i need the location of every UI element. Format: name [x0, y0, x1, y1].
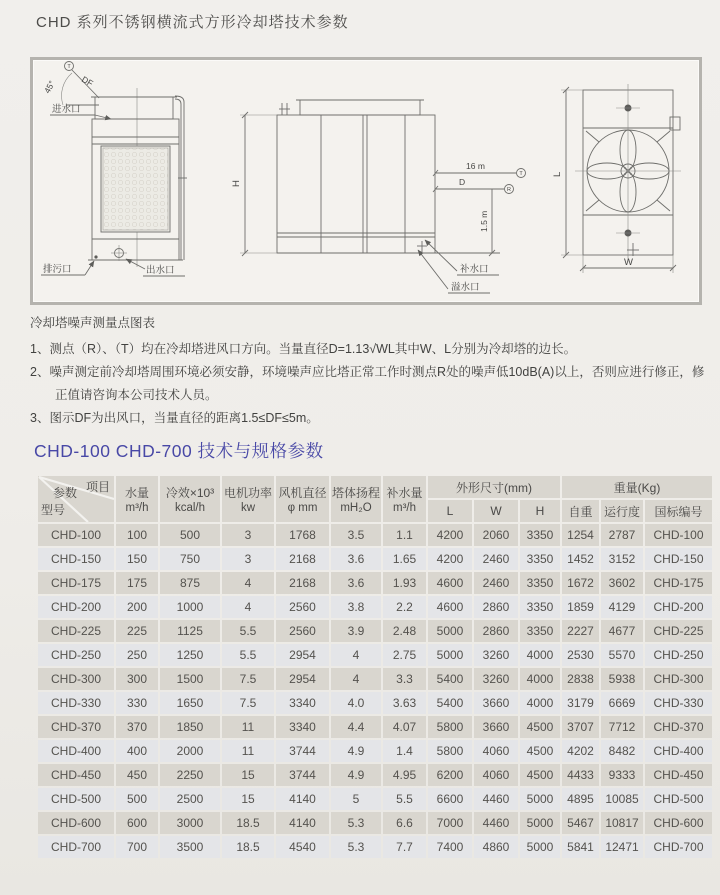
value-cell: 2860 [474, 620, 518, 642]
table-row [38, 548, 712, 570]
w-dim-label: W [624, 257, 633, 268]
value-cell: 1.65 [383, 548, 426, 570]
value-cell: 4.07 [383, 716, 426, 738]
subcol-operating-weight: 运行度 [601, 500, 643, 522]
value-cell: 4.9 [331, 740, 381, 762]
corner-header [38, 476, 114, 522]
value-cell: 500 [160, 524, 220, 546]
model-cell: CHD-330 [38, 692, 114, 714]
value-cell: 4895 [562, 788, 599, 810]
value-cell: 4.95 [383, 764, 426, 786]
value-cell: 3660 [474, 716, 518, 738]
table-row [38, 572, 712, 594]
plan-view [552, 84, 681, 273]
value-cell: 3179 [562, 692, 599, 714]
value-cell: 5938 [601, 668, 643, 690]
value-cell: 3350 [520, 548, 560, 570]
note-item-1: 1、测点（R）、（T）均在冷却塔进风口方向。当量直径D=1.13√WL其中W、L分别为冷却塔的边长。 [30, 341, 577, 356]
value-cell: 3.9 [331, 620, 381, 642]
value-cell: 3260 [474, 668, 518, 690]
value-cell: 2168 [276, 548, 329, 570]
corner-model-label: 型号 [41, 503, 66, 517]
model-cell: CHD-400 [38, 740, 114, 762]
value-cell: 4540 [276, 836, 329, 858]
value-cell: 4460 [474, 812, 518, 834]
value-cell: 5800 [428, 740, 472, 762]
value-cell: 5570 [601, 644, 643, 666]
front-view [41, 62, 187, 277]
value-cell: 3.3 [383, 668, 426, 690]
value-cell: 2954 [276, 668, 329, 690]
value-cell: 11 [222, 740, 274, 762]
outlet-label: 出水口 [146, 265, 175, 276]
gb-code-cell: CHD-100 [645, 524, 712, 546]
value-cell: 18.5 [222, 836, 274, 858]
value-cell: 7.7 [383, 836, 426, 858]
value-cell: 11 [222, 716, 274, 738]
value-cell: 1850 [160, 716, 220, 738]
value-cell: 250 [116, 644, 158, 666]
model-cell: CHD-150 [38, 548, 114, 570]
value-cell: 4200 [428, 548, 472, 570]
value-cell: 4000 [520, 644, 560, 666]
page-title: CHD 系列不锈钢横流式方形冷却塔技术参数 [36, 14, 349, 31]
value-cell: 3340 [276, 716, 329, 738]
value-cell: 3.6 [331, 572, 381, 594]
value-cell: 3350 [520, 620, 560, 642]
diagram-panel [30, 57, 702, 305]
col-unit: kw [240, 502, 256, 514]
value-cell: 5 [331, 788, 381, 810]
value-cell: 300 [116, 668, 158, 690]
value-cell: 7.5 [222, 692, 274, 714]
subcol-net-weight: 自重 [562, 500, 599, 522]
value-cell: 4677 [601, 620, 643, 642]
value-cell: 3660 [474, 692, 518, 714]
side-view [231, 100, 526, 293]
value-cell: 2250 [160, 764, 220, 786]
value-cell: 3000 [160, 812, 220, 834]
model-cell: CHD-600 [38, 812, 114, 834]
model-cell: CHD-700 [38, 836, 114, 858]
value-cell: 10085 [601, 788, 643, 810]
col-group-weight: 重量(Kg) [562, 476, 712, 498]
table-row [38, 596, 712, 618]
value-cell: 3500 [160, 836, 220, 858]
col-unit: mH₂O [340, 502, 372, 514]
spec-table [36, 474, 714, 860]
value-cell: 5800 [428, 716, 472, 738]
model-cell: CHD-175 [38, 572, 114, 594]
overflow-label: 溢水口 [451, 282, 480, 293]
gb-code-cell: CHD-450 [645, 764, 712, 786]
value-cell: 1.93 [383, 572, 426, 594]
model-cell: CHD-100 [38, 524, 114, 546]
value-cell: 18.5 [222, 812, 274, 834]
value-cell: 1500 [160, 668, 220, 690]
spec-table-body [38, 524, 712, 858]
value-cell: 2060 [474, 524, 518, 546]
col-unit: φ mm [287, 502, 318, 514]
value-cell: 750 [160, 548, 220, 570]
inlet-label: 进水口 [52, 104, 81, 115]
df-label: DF [80, 74, 95, 89]
value-cell: 2560 [276, 596, 329, 618]
value-cell: 3 [222, 524, 274, 546]
value-cell: 3152 [601, 548, 643, 570]
gb-code-cell: CHD-250 [645, 644, 712, 666]
table-row [38, 668, 712, 690]
value-cell: 2460 [474, 548, 518, 570]
value-cell: 3.63 [383, 692, 426, 714]
table-row [38, 644, 712, 666]
d-dim-label: D [459, 177, 466, 187]
value-cell: 4200 [428, 524, 472, 546]
value-cell: 12471 [601, 836, 643, 858]
table-row [38, 716, 712, 738]
value-cell: 4.0 [331, 692, 381, 714]
value-cell: 2530 [562, 644, 599, 666]
value-cell: 3260 [474, 644, 518, 666]
value-cell: 5.3 [331, 812, 381, 834]
gb-code-cell: CHD-225 [645, 620, 712, 642]
value-cell: 4.9 [331, 764, 381, 786]
value-cell: 4460 [474, 788, 518, 810]
value-cell: 4 [331, 644, 381, 666]
value-cell: 1.1 [383, 524, 426, 546]
value-cell: 3744 [276, 764, 329, 786]
value-cell: 7400 [428, 836, 472, 858]
model-cell: CHD-225 [38, 620, 114, 642]
value-cell: 2860 [474, 596, 518, 618]
spec-table-header [38, 476, 712, 522]
value-cell: 2787 [601, 524, 643, 546]
drain-label: 排污口 [43, 264, 72, 275]
col-header-water-flow [116, 476, 158, 522]
value-cell: 4129 [601, 596, 643, 618]
value-cell: 8482 [601, 740, 643, 762]
value-cell: 2.2 [383, 596, 426, 618]
value-cell: 4860 [474, 836, 518, 858]
table-row [38, 740, 712, 762]
value-cell: 6669 [601, 692, 643, 714]
value-cell: 3340 [276, 692, 329, 714]
col-label: 补水量 [386, 486, 423, 500]
value-cell: 3350 [520, 596, 560, 618]
makeup-label: 补水口 [460, 264, 489, 275]
corner-param-label: 参数 [53, 486, 78, 500]
subcol-width: W [474, 500, 518, 522]
notes-title: 冷却塔噪声测量点图表 [30, 316, 156, 330]
gb-code-cell: CHD-600 [645, 812, 712, 834]
value-cell: 3.5 [331, 524, 381, 546]
value-cell: 2954 [276, 644, 329, 666]
value-cell: 3350 [520, 524, 560, 546]
corner-item-label: 项目 [85, 480, 110, 494]
value-cell: 1452 [562, 548, 599, 570]
value-cell: 4500 [520, 764, 560, 786]
value-cell: 150 [116, 548, 158, 570]
model-cell: CHD-200 [38, 596, 114, 618]
col-group-dimensions: 外形尺寸(mm) [428, 476, 560, 498]
value-cell: 875 [160, 572, 220, 594]
value-cell: 5467 [562, 812, 599, 834]
value-cell: 3602 [601, 572, 643, 594]
value-cell: 2838 [562, 668, 599, 690]
value-cell: 6600 [428, 788, 472, 810]
value-cell: 1859 [562, 596, 599, 618]
value-cell: 4 [222, 572, 274, 594]
value-cell: 5841 [562, 836, 599, 858]
value-cell: 7712 [601, 716, 643, 738]
col-header-fan-diameter [276, 476, 329, 522]
value-cell: 5.5 [383, 788, 426, 810]
gb-code-cell: CHD-175 [645, 572, 712, 594]
value-cell: 1000 [160, 596, 220, 618]
value-cell: 1650 [160, 692, 220, 714]
value-cell: 2500 [160, 788, 220, 810]
value-cell: 5.5 [222, 620, 274, 642]
value-cell: 3350 [520, 572, 560, 594]
value-cell: 15 [222, 764, 274, 786]
model-cell: CHD-300 [38, 668, 114, 690]
value-cell: 4433 [562, 764, 599, 786]
t-marker-label: T [67, 64, 71, 70]
subcol-height: H [520, 500, 560, 522]
value-cell: 5000 [428, 620, 472, 642]
value-cell: 100 [116, 524, 158, 546]
cooling-tower-drawing [33, 60, 699, 302]
value-cell: 1768 [276, 524, 329, 546]
value-cell: 4140 [276, 788, 329, 810]
table-row [38, 764, 712, 786]
value-cell: 3.6 [331, 548, 381, 570]
col-label: 水量 [124, 486, 149, 500]
value-cell: 5000 [520, 812, 560, 834]
model-cell: CHD-250 [38, 644, 114, 666]
table-row [38, 620, 712, 642]
value-cell: 1250 [160, 644, 220, 666]
value-cell: 370 [116, 716, 158, 738]
col-header-makeup-water [383, 476, 426, 522]
gb-code-cell: CHD-700 [645, 836, 712, 858]
value-cell: 6200 [428, 764, 472, 786]
value-cell: 4.4 [331, 716, 381, 738]
value-cell: 5.3 [331, 836, 381, 858]
value-cell: 400 [116, 740, 158, 762]
gb-code-cell: CHD-370 [645, 716, 712, 738]
value-cell: 600 [116, 812, 158, 834]
subcol-gb-code: 国标编号 [645, 500, 712, 522]
value-cell: 9333 [601, 764, 643, 786]
table-row [38, 812, 712, 834]
model-cell: CHD-370 [38, 716, 114, 738]
value-cell: 4 [222, 596, 274, 618]
value-cell: 500 [116, 788, 158, 810]
value-cell: 2460 [474, 572, 518, 594]
col-label: 电机功率 [223, 486, 272, 500]
value-cell: 4600 [428, 596, 472, 618]
value-cell: 450 [116, 764, 158, 786]
value-cell: 200 [116, 596, 158, 618]
subcol-length: L [428, 500, 472, 522]
col-unit: kcal/h [174, 502, 206, 514]
value-cell: 330 [116, 692, 158, 714]
gb-code-cell: CHD-150 [645, 548, 712, 570]
col-header-cooling-capacity [160, 476, 220, 522]
value-cell: 1254 [562, 524, 599, 546]
r-marker-label: R [507, 187, 511, 193]
col-label: 塔体扬程 [331, 486, 380, 500]
value-cell: 2227 [562, 620, 599, 642]
value-cell: 2168 [276, 572, 329, 594]
value-cell: 4060 [474, 740, 518, 762]
dist16-label: 16 m [466, 161, 485, 171]
value-cell: 700 [116, 836, 158, 858]
value-cell: 175 [116, 572, 158, 594]
table-row [38, 692, 712, 714]
value-cell: 4060 [474, 764, 518, 786]
gb-code-cell: CHD-300 [645, 668, 712, 690]
col-unit: m³/h [393, 502, 416, 514]
gb-code-cell: CHD-200 [645, 596, 712, 618]
model-cell: CHD-450 [38, 764, 114, 786]
value-cell: 225 [116, 620, 158, 642]
notes-section [30, 312, 706, 430]
value-cell: 2560 [276, 620, 329, 642]
value-cell: 2.48 [383, 620, 426, 642]
spec-title: CHD-100 CHD-700 技术与规格参数 [34, 441, 324, 461]
value-cell: 2000 [160, 740, 220, 762]
value-cell: 4600 [428, 572, 472, 594]
table-row [38, 788, 712, 810]
value-cell: 2.75 [383, 644, 426, 666]
col-label: 风机直径 [278, 486, 327, 500]
value-cell: 3.8 [331, 596, 381, 618]
gb-code-cell: CHD-500 [645, 788, 712, 810]
value-cell: 3707 [562, 716, 599, 738]
value-cell: 5000 [520, 788, 560, 810]
value-cell: 5000 [428, 644, 472, 666]
value-cell: 4000 [520, 692, 560, 714]
angle-label: 45° [41, 78, 57, 95]
value-cell: 6.6 [383, 812, 426, 834]
l-dim-label: L [552, 171, 563, 177]
value-cell: 5.5 [222, 644, 274, 666]
value-cell: 4 [331, 668, 381, 690]
value-cell: 3 [222, 548, 274, 570]
value-cell: 1.4 [383, 740, 426, 762]
value-cell: 1672 [562, 572, 599, 594]
dist15-label: 1.5 m [479, 210, 489, 232]
h-dim-label: H [231, 180, 242, 187]
value-cell: 5000 [520, 836, 560, 858]
value-cell: 5400 [428, 668, 472, 690]
value-cell: 1125 [160, 620, 220, 642]
value-cell: 15 [222, 788, 274, 810]
value-cell: 10817 [601, 812, 643, 834]
t2-marker-label: T [519, 171, 523, 177]
value-cell: 7000 [428, 812, 472, 834]
value-cell: 7.5 [222, 668, 274, 690]
table-row [38, 836, 712, 858]
value-cell: 3744 [276, 740, 329, 762]
value-cell: 4500 [520, 716, 560, 738]
model-cell: CHD-500 [38, 788, 114, 810]
col-header-motor-power [222, 476, 274, 522]
value-cell: 4140 [276, 812, 329, 834]
note-item-2: 2、噪声测定前冷却塔周围环境必须安静，环境噪声应比塔正常工作时测点R处的噪声低10dB(A)以上，否则应进行修正，修正值请咨询本公司技术人员。 [30, 364, 705, 402]
col-unit: m³/h [125, 502, 149, 514]
note-item-3: 3、图示DF为出风口，当量直径的距离1.5≤DF≤5m。 [30, 411, 319, 426]
table-row [38, 524, 712, 546]
gb-code-cell: CHD-330 [645, 692, 712, 714]
gb-code-cell: CHD-400 [645, 740, 712, 762]
value-cell: 4202 [562, 740, 599, 762]
col-label: 冷效×10³ [165, 486, 215, 500]
value-cell: 5400 [428, 692, 472, 714]
col-header-tower-head [331, 476, 381, 522]
value-cell: 4500 [520, 740, 560, 762]
value-cell: 4000 [520, 668, 560, 690]
